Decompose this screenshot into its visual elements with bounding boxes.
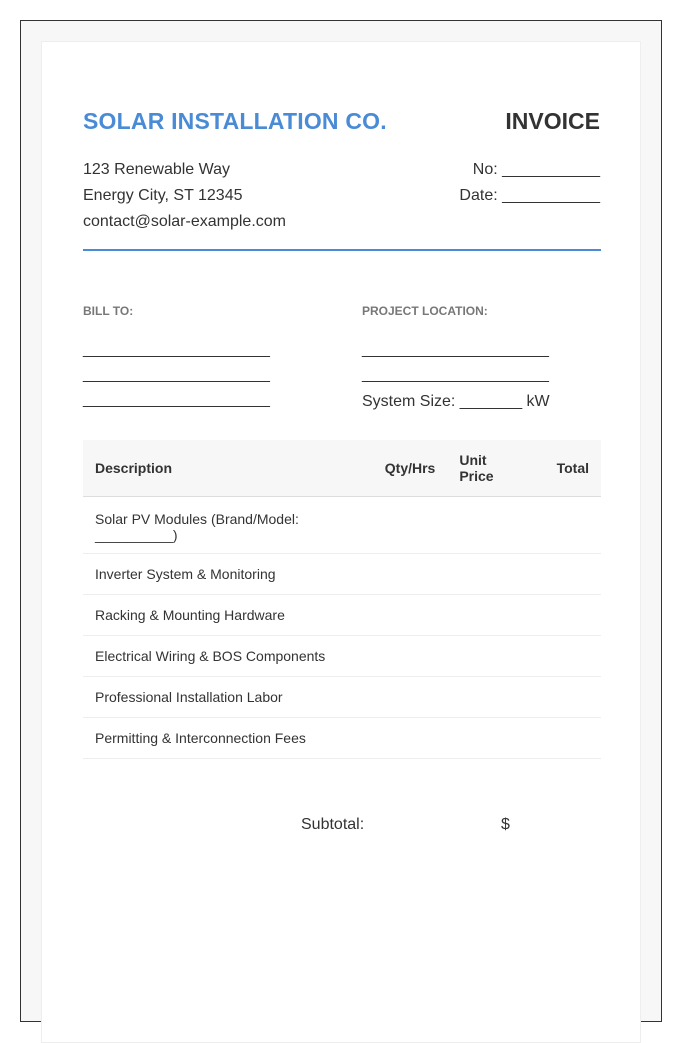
row-qty [373,677,448,718]
column-header-unit-price: Unit Price [447,440,533,497]
row-unit-price [447,554,533,595]
row-description: Inverter System & Monitoring [83,554,373,595]
document-title: INVOICE [505,108,600,134]
company-email: contact@solar-example.com [83,213,286,230]
table-row [83,554,601,595]
row-unit-price [447,497,533,554]
row-total [534,718,601,759]
table-row [83,497,601,554]
column-header-qty: Qty/Hrs [373,440,448,497]
project-location-heading: PROJECT LOCATION: [362,304,488,318]
row-unit-price [447,595,533,636]
subtotal-label: Subtotal: [301,816,365,833]
invoice-date-field: Date: ___________ [459,187,600,204]
company-address-street: 123 Renewable Way [83,161,231,178]
column-header-total: Total [534,440,601,497]
row-total [534,554,601,595]
bill-to-line: _____________________ [83,391,270,408]
project-location-line: _____________________ [362,341,549,358]
subtotal-value: $ [501,816,510,833]
row-description: Solar PV Modules (Brand/Model: __________) [83,497,373,554]
project-location-line: _____________________ [362,366,549,383]
row-description: Permitting & Interconnection Fees [83,718,373,759]
company-name: SOLAR INSTALLATION CO. [83,108,387,134]
row-total [534,595,601,636]
row-description: Electrical Wiring & BOS Components [83,636,373,677]
row-unit-price [447,636,533,677]
row-description: Racking & Mounting Hardware [83,595,373,636]
row-qty [373,554,448,595]
line-items-table [83,440,601,759]
bill-to-line: _____________________ [83,366,270,383]
header-divider [83,249,601,251]
table-row [83,595,601,636]
system-size-field: System Size: _______ kW [362,393,550,410]
row-unit-price [447,677,533,718]
row-total [534,677,601,718]
company-address-city: Energy City, ST 12345 [83,187,243,204]
column-header-description: Description [83,440,373,497]
row-unit-price [447,718,533,759]
row-total [534,636,601,677]
row-qty [373,718,448,759]
row-qty [373,636,448,677]
table-row [83,718,601,759]
row-qty [373,595,448,636]
row-description: Professional Installation Labor [83,677,373,718]
invoice-frame [20,20,662,1022]
bill-to-heading: BILL TO: [83,304,134,318]
table-row [83,636,601,677]
invoice-number-field: No: ___________ [472,161,600,178]
table-header-row [83,440,601,497]
row-total [534,497,601,554]
invoice-sheet [41,41,641,1043]
table-row [83,677,601,718]
row-qty [373,497,448,554]
bill-to-line: _____________________ [83,341,270,358]
